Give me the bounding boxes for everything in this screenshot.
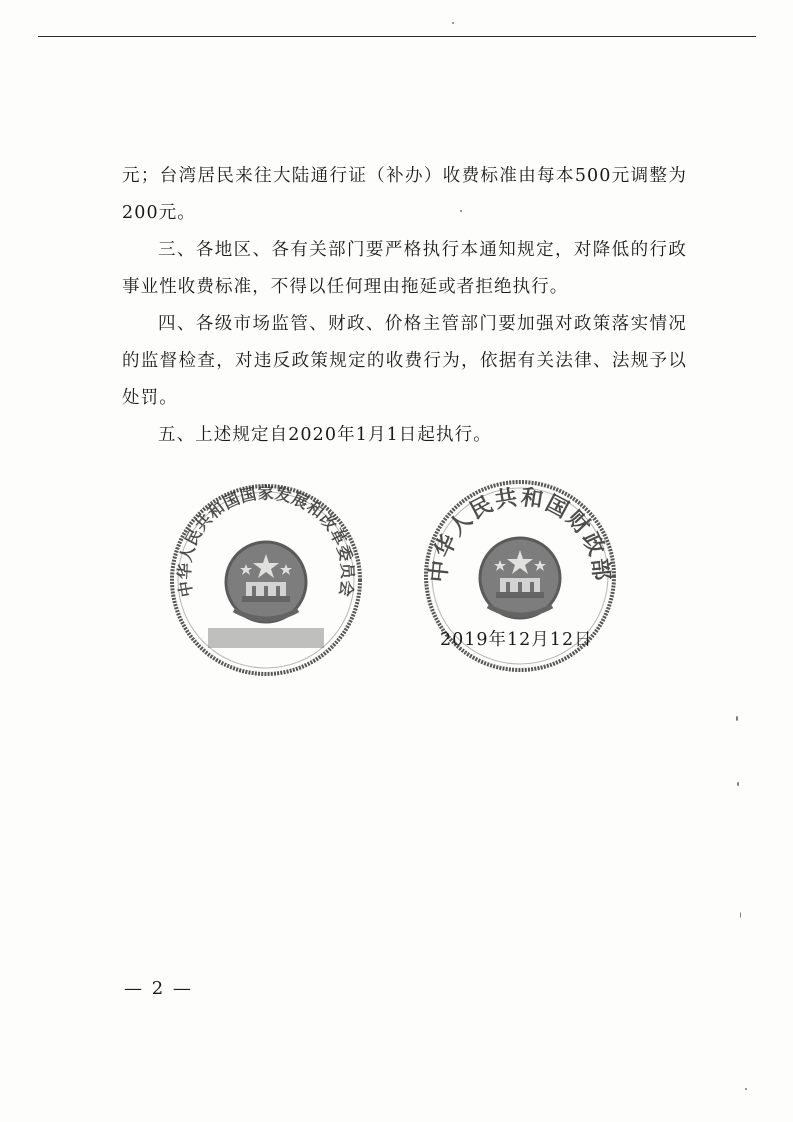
mof-seal-text: 中华人民共和国财政部 bbox=[425, 484, 615, 584]
paragraph-item-4: 四、各级市场监管、财政、价格主管部门要加强对政策落实情况的监督检查，对违反政策规定的收费行为，依据有关法律、法规予以处罚。 bbox=[122, 314, 687, 408]
scan-speck bbox=[452, 22, 454, 24]
top-rule bbox=[38, 36, 756, 37]
national-emblem-icon bbox=[226, 542, 306, 622]
ndrc-seal bbox=[168, 482, 364, 678]
scan-speck bbox=[460, 210, 462, 212]
scan-speck bbox=[737, 782, 739, 786]
page-number: — 2 — bbox=[124, 978, 193, 999]
national-emblem-icon bbox=[480, 538, 560, 618]
scan-speck bbox=[745, 1088, 747, 1090]
scan-speck bbox=[736, 716, 738, 721]
scan-speck bbox=[740, 912, 741, 918]
paragraph-item-5: 五、上述规定自2020年1月1日起执行。 bbox=[158, 425, 492, 445]
signing-date: 2019年12月12日 bbox=[440, 630, 593, 650]
body-text bbox=[122, 158, 687, 454]
paragraph-continuation: 元；台湾居民来往大陆通行证（补办）收费标准由每本500元调整为200元。 bbox=[122, 166, 687, 223]
ndrc-seal-text: 中华人民共和国国家发展和改革委员会 bbox=[174, 483, 358, 599]
paragraph-item-3: 三、各地区、各有关部门要严格执行本通知规定，对降低的行政事业性收费标准，不得以任何理由拖延或者拒绝执行。 bbox=[122, 240, 687, 297]
